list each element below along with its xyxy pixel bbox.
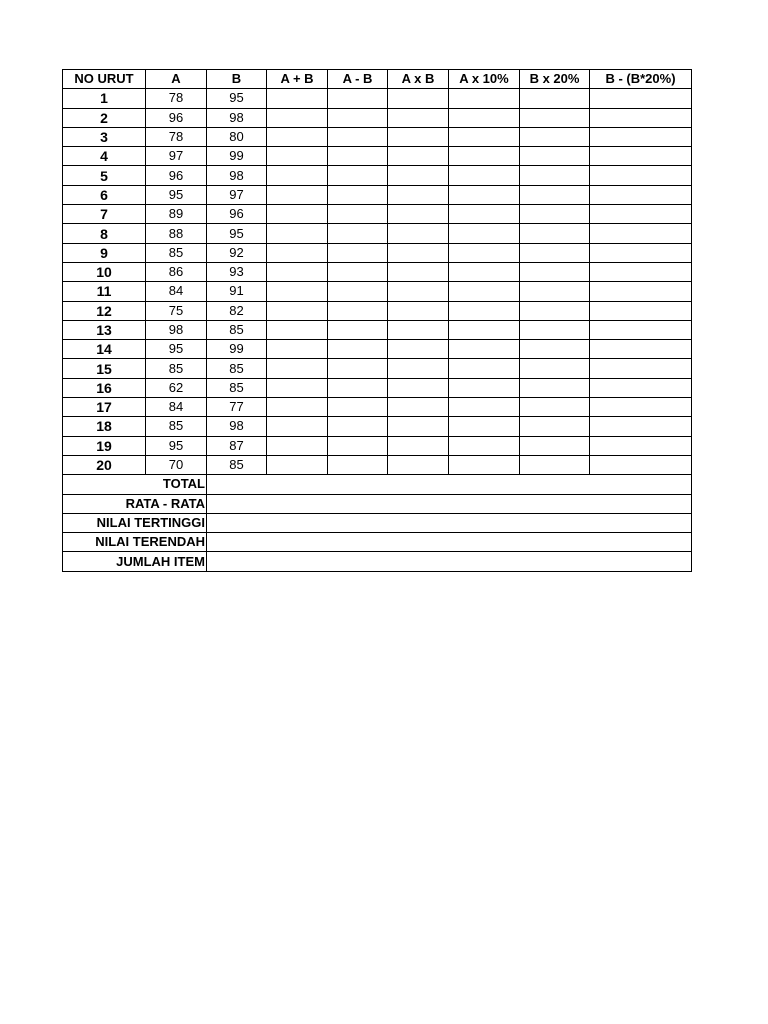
header-a[interactable]: A: [146, 70, 207, 89]
table-row: [63, 108, 692, 127]
cell-a-minus-b[interactable]: [328, 166, 388, 185]
cell-no-urut[interactable]: 5: [63, 166, 146, 185]
cell-b[interactable]: 85: [207, 378, 267, 397]
cell-a[interactable]: 78: [146, 89, 207, 108]
cell-no-urut[interactable]: 12: [63, 301, 146, 320]
table-row: [63, 205, 692, 224]
cell-b-minus-b20pct[interactable]: [590, 398, 692, 417]
cell-b-minus-b20pct[interactable]: [590, 147, 692, 166]
cell-a[interactable]: 85: [146, 417, 207, 436]
table-row: [63, 320, 692, 339]
cell-b[interactable]: 98: [207, 417, 267, 436]
cell-b-minus-b20pct[interactable]: [590, 301, 692, 320]
cell-a-plus-b[interactable]: [267, 127, 328, 146]
cell-a-times-b[interactable]: [388, 320, 449, 339]
header-a-times-b[interactable]: A x B: [388, 70, 449, 89]
cell-a-minus-b[interactable]: [328, 455, 388, 474]
cell-b[interactable]: 85: [207, 455, 267, 474]
cell-a[interactable]: 62: [146, 378, 207, 397]
cell-a-plus-b[interactable]: [267, 378, 328, 397]
cell-a-plus-b[interactable]: [267, 359, 328, 378]
cell-a-times-b[interactable]: [388, 185, 449, 204]
cell-a-plus-b[interactable]: [267, 417, 328, 436]
cell-a-times-10pct[interactable]: [449, 185, 520, 204]
table-row: [63, 262, 692, 281]
cell-a-plus-b[interactable]: [267, 340, 328, 359]
cell-no-urut[interactable]: 3: [63, 127, 146, 146]
cell-no-urut[interactable]: 6: [63, 185, 146, 204]
cell-b-times-20pct[interactable]: [520, 320, 590, 339]
cell-a-times-10pct[interactable]: [449, 436, 520, 455]
cell-a-plus-b[interactable]: [267, 205, 328, 224]
cell-a-minus-b[interactable]: [328, 147, 388, 166]
cell-b-times-20pct[interactable]: [520, 166, 590, 185]
cell-b-times-20pct[interactable]: [520, 417, 590, 436]
cell-b[interactable]: 96: [207, 205, 267, 224]
cell-b-minus-b20pct[interactable]: [590, 89, 692, 108]
table-row: [63, 340, 692, 359]
cell-b-times-20pct[interactable]: [520, 205, 590, 224]
cell-b-minus-b20pct[interactable]: [590, 166, 692, 185]
cell-b[interactable]: 82: [207, 301, 267, 320]
cell-no-urut[interactable]: 8: [63, 224, 146, 243]
summary-label: RATA - RATA: [63, 494, 207, 513]
cell-a-times-b[interactable]: [388, 243, 449, 262]
cell-b-minus-b20pct[interactable]: [590, 243, 692, 262]
cell-no-urut[interactable]: 7: [63, 205, 146, 224]
cell-a-minus-b[interactable]: [328, 320, 388, 339]
cell-b-times-20pct[interactable]: [520, 127, 590, 146]
table-row: [63, 282, 692, 301]
cell-b[interactable]: 85: [207, 359, 267, 378]
score-table: [62, 69, 692, 572]
cell-a-times-10pct[interactable]: [449, 224, 520, 243]
cell-a-minus-b[interactable]: [328, 205, 388, 224]
cell-a-times-10pct[interactable]: [449, 147, 520, 166]
cell-a[interactable]: 70: [146, 455, 207, 474]
cell-b[interactable]: 98: [207, 166, 267, 185]
cell-b-times-20pct[interactable]: [520, 282, 590, 301]
cell-a-minus-b[interactable]: [328, 436, 388, 455]
cell-no-urut[interactable]: 18: [63, 417, 146, 436]
cell-a-plus-b[interactable]: [267, 166, 328, 185]
cell-a-plus-b[interactable]: [267, 147, 328, 166]
cell-b-minus-b20pct[interactable]: [590, 108, 692, 127]
cell-a[interactable]: 84: [146, 398, 207, 417]
cell-b[interactable]: 95: [207, 224, 267, 243]
summary-row: [63, 552, 692, 571]
cell-a-minus-b[interactable]: [328, 89, 388, 108]
cell-a-plus-b[interactable]: [267, 185, 328, 204]
summary-value-cell[interactable]: [207, 494, 692, 513]
header-b[interactable]: B: [207, 70, 267, 89]
cell-b-times-20pct[interactable]: [520, 436, 590, 455]
header-no-urut[interactable]: NO URUT: [63, 70, 146, 89]
cell-a[interactable]: 84: [146, 282, 207, 301]
cell-a-plus-b[interactable]: [267, 224, 328, 243]
cell-b-times-20pct[interactable]: [520, 89, 590, 108]
cell-b-minus-b20pct[interactable]: [590, 282, 692, 301]
cell-a-times-10pct[interactable]: [449, 166, 520, 185]
cell-a-times-10pct[interactable]: [449, 262, 520, 281]
cell-a-times-10pct[interactable]: [449, 89, 520, 108]
cell-a-plus-b[interactable]: [267, 455, 328, 474]
cell-a-times-10pct[interactable]: [449, 127, 520, 146]
summary-value-cell[interactable]: [207, 552, 692, 571]
cell-b-times-20pct[interactable]: [520, 398, 590, 417]
cell-b-times-20pct[interactable]: [520, 262, 590, 281]
cell-b-minus-b20pct[interactable]: [590, 436, 692, 455]
cell-a-plus-b[interactable]: [267, 301, 328, 320]
table-row: [63, 166, 692, 185]
cell-a-minus-b[interactable]: [328, 185, 388, 204]
cell-a-times-10pct[interactable]: [449, 301, 520, 320]
cell-no-urut[interactable]: 20: [63, 455, 146, 474]
table-row: [63, 398, 692, 417]
cell-b-times-20pct[interactable]: [520, 224, 590, 243]
cell-a-times-b[interactable]: [388, 359, 449, 378]
cell-b[interactable]: 99: [207, 147, 267, 166]
summary-row: [63, 533, 692, 552]
table-row: [63, 301, 692, 320]
cell-a[interactable]: 96: [146, 108, 207, 127]
cell-a-plus-b[interactable]: [267, 398, 328, 417]
cell-a-times-b[interactable]: [388, 378, 449, 397]
cell-no-urut[interactable]: 2: [63, 108, 146, 127]
table-row: [63, 127, 692, 146]
table-row: [63, 455, 692, 474]
cell-a-times-b[interactable]: [388, 417, 449, 436]
cell-b[interactable]: 85: [207, 320, 267, 339]
cell-a-times-b[interactable]: [388, 166, 449, 185]
cell-a-times-10pct[interactable]: [449, 340, 520, 359]
cell-a[interactable]: 95: [146, 185, 207, 204]
header-row: [63, 70, 692, 89]
cell-a[interactable]: 97: [146, 147, 207, 166]
summary-value-cell[interactable]: [207, 475, 692, 494]
cell-a-minus-b[interactable]: [328, 417, 388, 436]
cell-no-urut[interactable]: 17: [63, 398, 146, 417]
cell-a-times-b[interactable]: [388, 89, 449, 108]
cell-b[interactable]: 95: [207, 89, 267, 108]
cell-a-minus-b[interactable]: [328, 282, 388, 301]
cell-a-times-10pct[interactable]: [449, 417, 520, 436]
cell-a-times-b[interactable]: [388, 436, 449, 455]
cell-b-minus-b20pct[interactable]: [590, 340, 692, 359]
summary-label: JUMLAH ITEM: [63, 552, 207, 571]
table-row: [63, 224, 692, 243]
cell-a-times-10pct[interactable]: [449, 398, 520, 417]
cell-a[interactable]: 98: [146, 320, 207, 339]
cell-b-minus-b20pct[interactable]: [590, 127, 692, 146]
cell-a-minus-b[interactable]: [328, 127, 388, 146]
cell-b-times-20pct[interactable]: [520, 301, 590, 320]
summary-label: NILAI TERTINGGI: [63, 513, 207, 532]
cell-a-times-10pct[interactable]: [449, 205, 520, 224]
cell-no-urut[interactable]: 13: [63, 320, 146, 339]
cell-no-urut[interactable]: 9: [63, 243, 146, 262]
cell-a-plus-b[interactable]: [267, 282, 328, 301]
cell-a-plus-b[interactable]: [267, 243, 328, 262]
cell-b[interactable]: 98: [207, 108, 267, 127]
cell-a-times-10pct[interactable]: [449, 282, 520, 301]
cell-a-times-b[interactable]: [388, 262, 449, 281]
cell-a[interactable]: 85: [146, 359, 207, 378]
cell-b-minus-b20pct[interactable]: [590, 205, 692, 224]
summary-value-cell[interactable]: [207, 533, 692, 552]
cell-b[interactable]: 99: [207, 340, 267, 359]
cell-a-minus-b[interactable]: [328, 243, 388, 262]
cell-a-plus-b[interactable]: [267, 89, 328, 108]
cell-a[interactable]: 95: [146, 436, 207, 455]
cell-a-minus-b[interactable]: [328, 359, 388, 378]
header-b-minus-b20pct[interactable]: B - (B*20%): [590, 70, 692, 89]
cell-a-times-b[interactable]: [388, 282, 449, 301]
cell-b-minus-b20pct[interactable]: [590, 185, 692, 204]
cell-a-times-b[interactable]: [388, 224, 449, 243]
cell-a-times-b[interactable]: [388, 205, 449, 224]
cell-a[interactable]: 86: [146, 262, 207, 281]
table-row: [63, 147, 692, 166]
table-row: [63, 89, 692, 108]
cell-a-minus-b[interactable]: [328, 108, 388, 127]
summary-label: TOTAL: [63, 475, 207, 494]
cell-b-times-20pct[interactable]: [520, 185, 590, 204]
cell-b[interactable]: 93: [207, 262, 267, 281]
cell-b-minus-b20pct[interactable]: [590, 417, 692, 436]
cell-b-minus-b20pct[interactable]: [590, 262, 692, 281]
cell-no-urut[interactable]: 19: [63, 436, 146, 455]
cell-no-urut[interactable]: 4: [63, 147, 146, 166]
cell-b-times-20pct[interactable]: [520, 147, 590, 166]
cell-a-minus-b[interactable]: [328, 301, 388, 320]
cell-b-times-20pct[interactable]: [520, 108, 590, 127]
cell-a[interactable]: 89: [146, 205, 207, 224]
cell-a-times-10pct[interactable]: [449, 378, 520, 397]
cell-b-minus-b20pct[interactable]: [590, 378, 692, 397]
cell-no-urut[interactable]: 11: [63, 282, 146, 301]
cell-a[interactable]: 78: [146, 127, 207, 146]
cell-a-times-10pct[interactable]: [449, 455, 520, 474]
summary-label: NILAI TERENDAH: [63, 533, 207, 552]
cell-a-minus-b[interactable]: [328, 340, 388, 359]
cell-a-plus-b[interactable]: [267, 320, 328, 339]
cell-a[interactable]: 88: [146, 224, 207, 243]
cell-b-minus-b20pct[interactable]: [590, 359, 692, 378]
table-row: [63, 378, 692, 397]
cell-a-times-b[interactable]: [388, 340, 449, 359]
table-row: [63, 417, 692, 436]
cell-b[interactable]: 91: [207, 282, 267, 301]
cell-b-minus-b20pct[interactable]: [590, 320, 692, 339]
cell-a-minus-b[interactable]: [328, 262, 388, 281]
cell-b-minus-b20pct[interactable]: [590, 455, 692, 474]
header-a-minus-b[interactable]: A - B: [328, 70, 388, 89]
summary-value-cell[interactable]: [207, 513, 692, 532]
cell-a-times-b[interactable]: [388, 127, 449, 146]
cell-b[interactable]: 87: [207, 436, 267, 455]
cell-a-times-b[interactable]: [388, 147, 449, 166]
cell-a-minus-b[interactable]: [328, 378, 388, 397]
cell-a-plus-b[interactable]: [267, 436, 328, 455]
table-row: [63, 185, 692, 204]
summary-row: [63, 475, 692, 494]
summary-row: [63, 513, 692, 532]
cell-a-plus-b[interactable]: [267, 262, 328, 281]
header-b-times-20pct[interactable]: B x 20%: [520, 70, 590, 89]
cell-b-times-20pct[interactable]: [520, 340, 590, 359]
cell-b-times-20pct[interactable]: [520, 359, 590, 378]
cell-no-urut[interactable]: 1: [63, 89, 146, 108]
cell-a-times-10pct[interactable]: [449, 359, 520, 378]
header-a-times-10pct[interactable]: A x 10%: [449, 70, 520, 89]
header-a-plus-b[interactable]: A + B: [267, 70, 328, 89]
cell-a-times-b[interactable]: [388, 455, 449, 474]
cell-a-times-10pct[interactable]: [449, 108, 520, 127]
table-row: [63, 436, 692, 455]
cell-a-plus-b[interactable]: [267, 108, 328, 127]
cell-a[interactable]: 96: [146, 166, 207, 185]
cell-a-times-10pct[interactable]: [449, 243, 520, 262]
table-row: [63, 359, 692, 378]
cell-b[interactable]: 97: [207, 185, 267, 204]
cell-b[interactable]: 92: [207, 243, 267, 262]
cell-a-minus-b[interactable]: [328, 398, 388, 417]
cell-b-minus-b20pct[interactable]: [590, 224, 692, 243]
cell-no-urut[interactable]: 16: [63, 378, 146, 397]
cell-b-times-20pct[interactable]: [520, 243, 590, 262]
cell-b-times-20pct[interactable]: [520, 455, 590, 474]
cell-b-times-20pct[interactable]: [520, 378, 590, 397]
cell-b[interactable]: 80: [207, 127, 267, 146]
cell-no-urut[interactable]: 10: [63, 262, 146, 281]
cell-a[interactable]: 95: [146, 340, 207, 359]
cell-a-times-b[interactable]: [388, 398, 449, 417]
summary-row: [63, 494, 692, 513]
cell-no-urut[interactable]: 15: [63, 359, 146, 378]
cell-b[interactable]: 77: [207, 398, 267, 417]
cell-a-times-10pct[interactable]: [449, 320, 520, 339]
cell-no-urut[interactable]: 14: [63, 340, 146, 359]
cell-a[interactable]: 75: [146, 301, 207, 320]
cell-a-minus-b[interactable]: [328, 224, 388, 243]
cell-a[interactable]: 85: [146, 243, 207, 262]
table-row: [63, 243, 692, 262]
cell-a-times-b[interactable]: [388, 108, 449, 127]
cell-a-times-b[interactable]: [388, 301, 449, 320]
